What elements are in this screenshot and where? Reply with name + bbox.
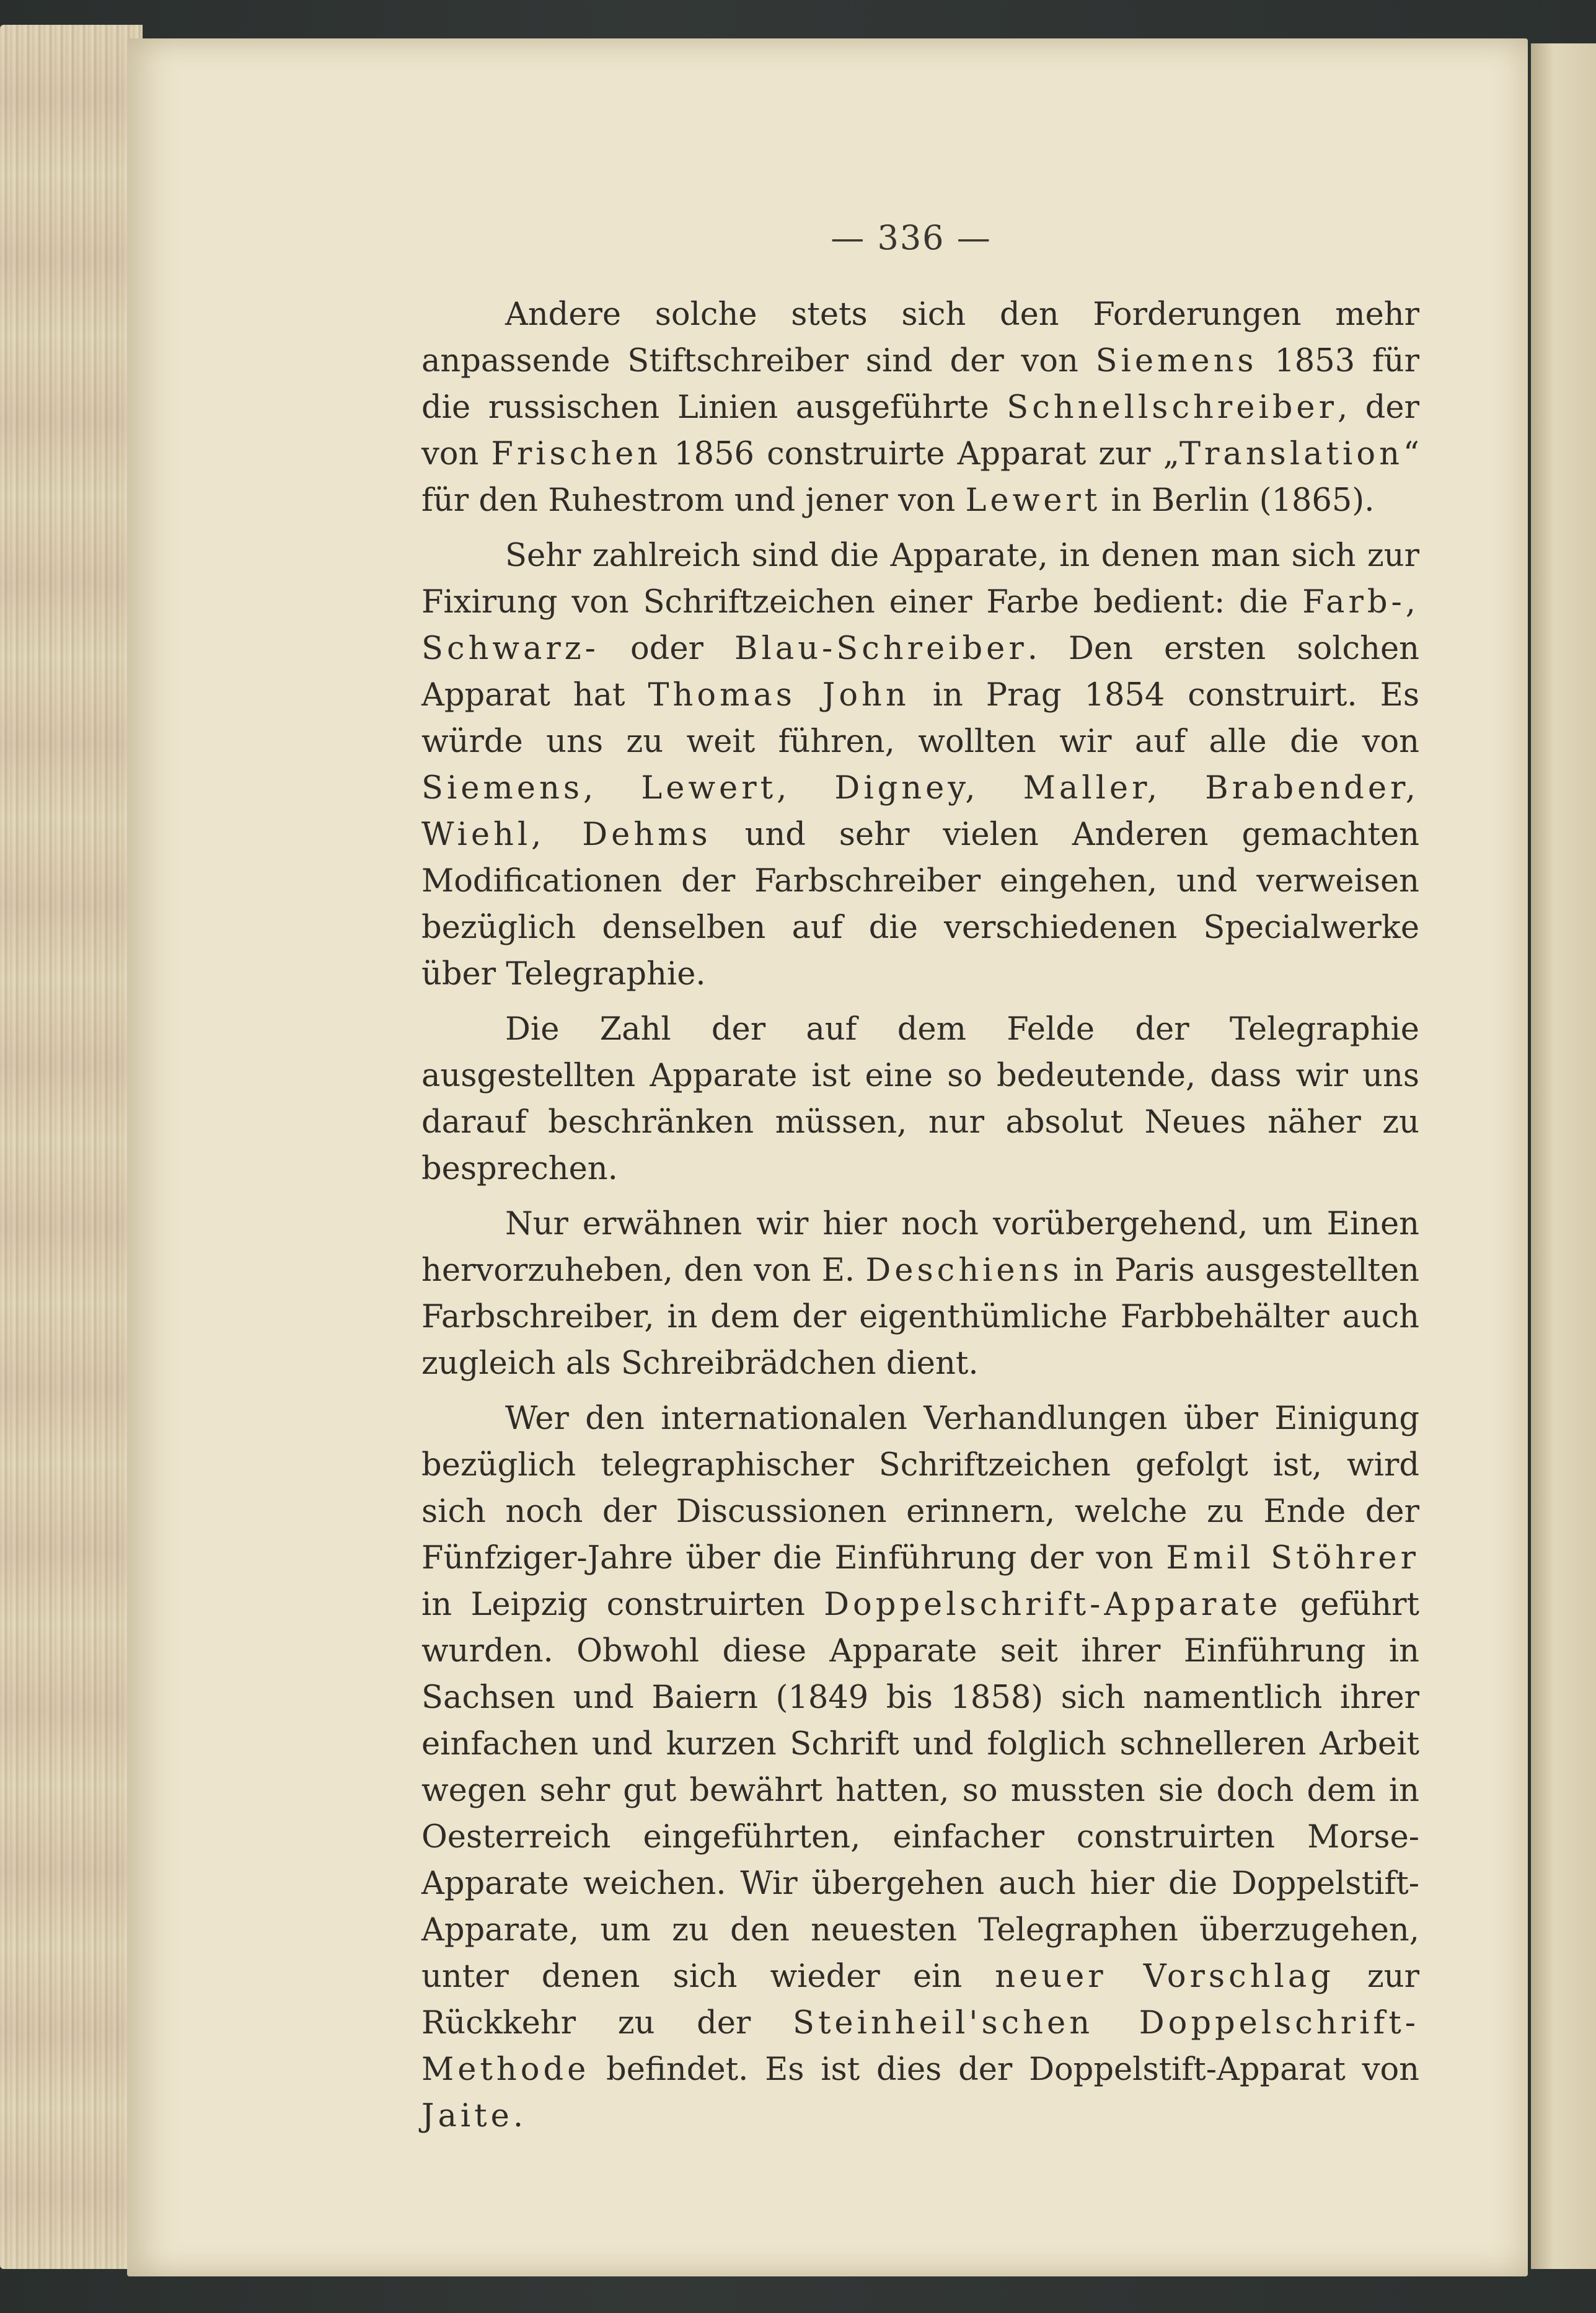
text-run: 1856 construirte Apparat zur „ <box>661 436 1180 472</box>
text-run: . <box>513 2098 524 2134</box>
spaced-name-text: Doppelschrift-Apparate <box>824 1586 1282 1623</box>
text-run: in Berlin (1865). <box>1101 482 1375 519</box>
paragraph-3 <box>421 1006 1419 1192</box>
text-run: , der von <box>421 389 1419 472</box>
spaced-name-text: Farb-, Schwarz- <box>421 584 1419 667</box>
spaced-name-text: Siemens, Lewert, Digney, Maller, Brabender, Wiehl, Dehms <box>421 770 1419 853</box>
text-run: Sehr zahlreich sind die Apparate, in denen man sich zur Fixirung von Schriftzeichen einer Farbe bedient: die <box>421 537 1419 621</box>
spaced-name-text: Thomas John <box>648 677 910 714</box>
spaced-name-text: Emil Stöhrer <box>1166 1540 1419 1577</box>
text-run: Wer den internationalen Verhandlungen über Einigung bezüglich telegraphischer Schriftzeichen gefolgt ist, wird sich noch der Discussionen erinnern, welche zu Ende der Fünfziger-Jahre über die Einführung der von <box>421 1400 1419 1577</box>
facing-page-edge <box>1531 43 1596 2269</box>
text-run: Die Zahl der auf dem Felde der Telegraphie ausgestellten Apparate ist eine so bedeutende, dass wir uns darauf beschränken müssen, nur absolut Neues näher zu besprechen. <box>421 1011 1419 1187</box>
spaced-name-text: Deschiens <box>865 1252 1063 1289</box>
text-run: zur Rückkehr zu der <box>421 1958 1420 2041</box>
spaced-name-text: Lewert <box>965 482 1101 519</box>
text-run: in Paris ausgestellten Farbschreiber, in dem der eigenthümliche Farbbehälter auch zugleich als Schreibrädchen dient. <box>421 1252 1419 1382</box>
spaced-name-text: Schnellschreiber <box>1007 389 1338 426</box>
text-run: in Leipzig construirten <box>421 1586 824 1623</box>
spaced-name-text: Siemens <box>1095 343 1258 379</box>
paragraph-2 <box>421 533 1419 997</box>
text-run: geführt wurden. Obwohl diese Apparate seit ihrer Einführung in Sachsen und Baiern (1849 bis 1858) sich namentlich ihrer einfachen und kurzen Schrift und folglich schnelleren Arbeit wegen sehr gut bewährt hatten, so mussten sie doch dem in Oesterreich eingeführten, einfacher construirten Morse-Apparate weichen. Wir übergehen auch hier die Doppelstift-Apparate, um zu den neuesten Telegraphen überzugehen, unter denen sich wieder ein <box>421 1586 1419 1995</box>
text-run: befindet. Es ist dies der Doppelstift-Apparat von <box>589 2051 1419 2088</box>
text-run: in Prag 1854 construirt. Es würde uns zu weit führen, wollten wir auf alle die von <box>421 677 1419 760</box>
paragraph-1 <box>421 291 1419 524</box>
page-number: — 336 — <box>831 218 992 257</box>
text-run: 1853 für die russischen Linien ausgeführte <box>421 343 1419 426</box>
spaced-name-text: neuer Vorschlag <box>995 1958 1334 1995</box>
text-run: oder <box>599 630 734 667</box>
text-run: Andere solche stets sich den Forderungen mehr anpassende Stiftschreiber sind der von <box>421 296 1419 379</box>
spaced-name-text: Frischen <box>491 436 662 472</box>
spaced-name-text: Blau-Schreiber <box>734 630 1028 667</box>
spaced-name-text: Translation <box>1179 436 1403 472</box>
stacked-page-edges <box>0 25 143 2269</box>
text-run: und sehr vielen Anderen gemachten Modificationen der Farbschreiber eingehen, und verweisen bezüglich denselben auf die verschiedenen Specialwerke über Telegraphie. <box>421 816 1420 993</box>
text-run: Nur erwähnen wir hier noch vorübergehend, um Einen hervorzuheben, den von E. <box>421 1206 1419 1289</box>
body-text <box>421 291 1419 2148</box>
paragraph-4 <box>421 1201 1419 1387</box>
text-run: . Den ersten solchen Apparat hat <box>421 630 1419 714</box>
spaced-name-text: Steinheil'schen Doppelschrift-Methode <box>421 2005 1419 2088</box>
text-run: “ für den Ruhestrom und jener von <box>421 436 1419 519</box>
paragraph-5 <box>421 1395 1419 2139</box>
spaced-name-text: Jaite <box>421 2098 513 2134</box>
